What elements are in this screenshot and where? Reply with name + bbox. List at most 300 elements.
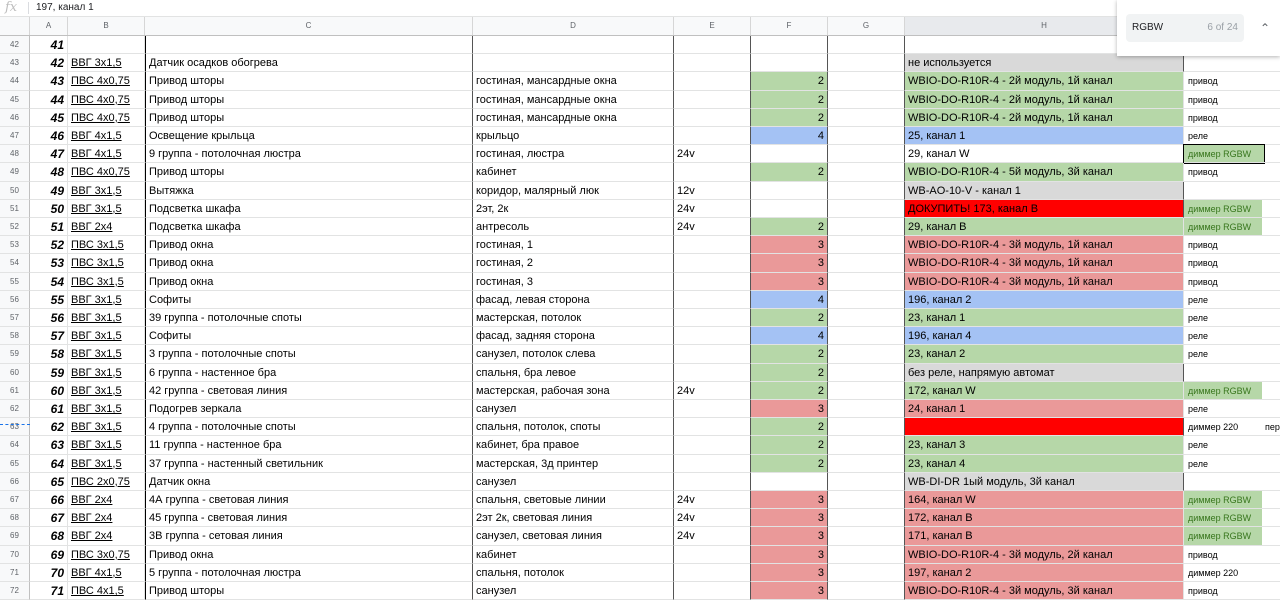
row-header[interactable]: 60	[0, 364, 30, 382]
cell-voltage[interactable]	[674, 473, 751, 491]
cell-group[interactable]	[751, 473, 828, 491]
cell-cable[interactable]: ВВГ 3х1,5	[68, 364, 145, 382]
cell-controller[interactable]: WBIO-DO-R10R-4 - 5й модуль, 3й канал	[905, 163, 1184, 181]
cell-cable[interactable]: ПВС 4х0,75	[68, 109, 145, 127]
row-header[interactable]: 49	[0, 163, 30, 181]
cell-voltage[interactable]	[674, 364, 751, 382]
cell-extra[interactable]	[1262, 273, 1280, 291]
cell-location[interactable]: гостиная, 3	[473, 273, 674, 291]
cell-group[interactable]: 2	[751, 418, 828, 436]
cell-number[interactable]: 53	[30, 254, 68, 272]
row-header[interactable]: 43	[0, 54, 30, 72]
find-previous-button[interactable]	[1255, 18, 1275, 38]
cell-description[interactable]: Освещение крыльца	[145, 127, 473, 145]
cell-voltage[interactable]	[674, 564, 751, 582]
cell-description[interactable]: Привод окна	[145, 546, 473, 564]
cell-cable[interactable]: ВВГ 3х1,5	[68, 436, 145, 454]
cell-extra[interactable]	[1262, 582, 1280, 600]
cell-group[interactable]: 3	[751, 254, 828, 272]
cell-description[interactable]: Софиты	[145, 327, 473, 345]
cell-extra[interactable]	[1262, 509, 1280, 527]
cell-cable[interactable]: ВВГ 2х4	[68, 218, 145, 236]
cell-group[interactable]: 2	[751, 364, 828, 382]
cell-number[interactable]: 71	[30, 582, 68, 600]
cell-type[interactable]	[1184, 163, 1262, 181]
cell-controller[interactable]: 25, канал 1	[905, 127, 1184, 145]
cell-number[interactable]: 67	[30, 509, 68, 527]
cell-g[interactable]	[828, 72, 905, 90]
cell-number[interactable]: 69	[30, 546, 68, 564]
cell-location[interactable]: санузел	[473, 400, 674, 418]
cell-extra[interactable]	[1262, 163, 1280, 181]
cell-voltage[interactable]	[674, 418, 751, 436]
cell-g[interactable]	[828, 400, 905, 418]
cell-group[interactable]: 2	[751, 218, 828, 236]
cell-controller[interactable]: 24, канал 1	[905, 400, 1184, 418]
row-header[interactable]: 42	[0, 36, 30, 54]
cell-extra[interactable]	[1262, 564, 1280, 582]
cell-location[interactable]: кабинет	[473, 163, 674, 181]
cell-type[interactable]	[1184, 72, 1262, 90]
cell-group[interactable]: 2	[751, 382, 828, 400]
cell-extra[interactable]	[1262, 309, 1280, 327]
cell-group[interactable]	[751, 182, 828, 200]
cell-number[interactable]: 52	[30, 236, 68, 254]
cell-voltage[interactable]	[674, 109, 751, 127]
cell-cable[interactable]: ВВГ 3х1,5	[68, 182, 145, 200]
cell-controller[interactable]: 196, канал 2	[905, 291, 1184, 309]
column-header-e[interactable]: E	[674, 17, 751, 35]
cell-extra[interactable]	[1262, 382, 1280, 400]
cell-location[interactable]: спальня, потолок	[473, 564, 674, 582]
cell-g[interactable]	[828, 109, 905, 127]
cell-g[interactable]	[828, 473, 905, 491]
cell-location[interactable]: санузел	[473, 582, 674, 600]
cell-group[interactable]: 2	[751, 455, 828, 473]
cell-cable[interactable]: ПВС 4х0,75	[68, 91, 145, 109]
cell-number[interactable]: 55	[30, 291, 68, 309]
cell-cable[interactable]: ВВГ 3х1,5	[68, 418, 145, 436]
cell-location[interactable]: коридор, малярный люк	[473, 182, 674, 200]
cell-voltage[interactable]	[674, 254, 751, 272]
cell-number[interactable]: 61	[30, 400, 68, 418]
cell-description[interactable]: Вытяжка	[145, 182, 473, 200]
cell-type[interactable]	[1184, 345, 1262, 363]
cell-voltage[interactable]	[674, 36, 751, 54]
cell-controller[interactable]: ДОКУПИТЬ! 173, канал B	[905, 200, 1184, 218]
cell-number[interactable]: 51	[30, 218, 68, 236]
cell-voltage[interactable]	[674, 72, 751, 90]
cell-extra[interactable]	[1262, 109, 1280, 127]
cell-description[interactable]: Привод окна	[145, 273, 473, 291]
cell-description[interactable]	[145, 36, 473, 54]
row-header[interactable]: 61	[0, 382, 30, 400]
cell-location[interactable]: гостиная, мансардные окна	[473, 109, 674, 127]
cell-description[interactable]: 9 группа - потолочная люстра	[145, 145, 473, 163]
cell-location[interactable]	[473, 36, 674, 54]
cell-type[interactable]	[1184, 436, 1262, 454]
cell-cable[interactable]: ВВГ 3х1,5	[68, 54, 145, 72]
cell-location[interactable]: фасад, задняя сторона	[473, 327, 674, 345]
cell-location[interactable]: гостиная, мансардные окна	[473, 72, 674, 90]
cell-location[interactable]: крыльцо	[473, 127, 674, 145]
cell-group[interactable]	[751, 36, 828, 54]
cell-cable[interactable]: ВВГ 2х4	[68, 491, 145, 509]
cell-description[interactable]: Привод окна	[145, 236, 473, 254]
cell-extra[interactable]	[1262, 455, 1280, 473]
cell-description[interactable]: Привод шторы	[145, 163, 473, 181]
cell-location[interactable]: гостиная, 1	[473, 236, 674, 254]
cell-location[interactable]: спальня, бра левое	[473, 364, 674, 382]
cell-cable[interactable]: ВВГ 3х1,5	[68, 200, 145, 218]
cell-controller[interactable]: WBIO-DO-R10R-4 - 3й модуль, 1й канал	[905, 273, 1184, 291]
cell-group[interactable]: 4	[751, 291, 828, 309]
cell-g[interactable]	[828, 527, 905, 545]
cell-g[interactable]	[828, 145, 905, 163]
cell-g[interactable]	[828, 327, 905, 345]
cell-type[interactable]	[1184, 200, 1262, 218]
cell-voltage[interactable]	[674, 236, 751, 254]
cell-g[interactable]	[828, 455, 905, 473]
row-header[interactable]: 51	[0, 200, 30, 218]
row-header[interactable]: 45	[0, 91, 30, 109]
cell-voltage[interactable]	[674, 91, 751, 109]
cell-location[interactable]: санузел, потолок слева	[473, 345, 674, 363]
cell-location[interactable]: спальня, световые линии	[473, 491, 674, 509]
cell-type[interactable]	[1184, 382, 1262, 400]
cell-controller[interactable]: 172, канал W	[905, 382, 1184, 400]
cell-cable[interactable]: ПВС 4х0,75	[68, 163, 145, 181]
cell-group[interactable]: 4	[751, 127, 828, 145]
cell-extra[interactable]	[1262, 200, 1280, 218]
cell-cable[interactable]: ПВС 4х0,75	[68, 72, 145, 90]
cell-location[interactable]: мастерская, потолок	[473, 309, 674, 327]
cell-description[interactable]: Подсветка шкафа	[145, 200, 473, 218]
row-header[interactable]: 71	[0, 564, 30, 582]
cell-cable[interactable]: ВВГ 4х1,5	[68, 127, 145, 145]
cell-g[interactable]	[828, 546, 905, 564]
column-header-a[interactable]: A	[30, 17, 68, 35]
cell-number[interactable]: 42	[30, 54, 68, 72]
cell-number[interactable]: 68	[30, 527, 68, 545]
cell-number[interactable]: 57	[30, 327, 68, 345]
cell-location[interactable]: гостиная, люстра	[473, 145, 674, 163]
cell-g[interactable]	[828, 382, 905, 400]
row-header[interactable]: 46	[0, 109, 30, 127]
cell-controller[interactable]: WBIO-DO-R10R-4 - 3й модуль, 3й канал	[905, 582, 1184, 600]
cell-extra[interactable]	[1262, 345, 1280, 363]
column-header-g[interactable]: G	[828, 17, 905, 35]
cell-g[interactable]	[828, 36, 905, 54]
cell-number[interactable]: 45	[30, 109, 68, 127]
cell-description[interactable]: Датчик окна	[145, 473, 473, 491]
cell-group[interactable]: 2	[751, 345, 828, 363]
cell-cable[interactable]: ВВГ 3х1,5	[68, 327, 145, 345]
cell-g[interactable]	[828, 54, 905, 72]
row-header[interactable]: 52	[0, 218, 30, 236]
cell-type[interactable]	[1184, 582, 1262, 600]
row-header[interactable]: 64	[0, 436, 30, 454]
cell-extra[interactable]	[1262, 145, 1280, 163]
cell-number[interactable]: 44	[30, 91, 68, 109]
cell-extra[interactable]	[1262, 400, 1280, 418]
cell-g[interactable]	[828, 582, 905, 600]
cell-type[interactable]	[1184, 455, 1262, 473]
row-header[interactable]: 62	[0, 400, 30, 418]
row-header[interactable]: 53	[0, 236, 30, 254]
cell-type[interactable]	[1184, 109, 1262, 127]
cell-voltage[interactable]: 24v	[674, 145, 751, 163]
cell-number[interactable]: 60	[30, 382, 68, 400]
row-header[interactable]: 57	[0, 309, 30, 327]
row-header[interactable]: 70	[0, 546, 30, 564]
cell-group[interactable]: 3	[751, 400, 828, 418]
cell-g[interactable]	[828, 309, 905, 327]
cell-number[interactable]: 62	[30, 418, 68, 436]
cell-number[interactable]: 54	[30, 273, 68, 291]
select-all-corner[interactable]	[0, 17, 30, 35]
row-header[interactable]: 59	[0, 345, 30, 363]
cell-number[interactable]: 47	[30, 145, 68, 163]
row-header[interactable]: 54	[0, 254, 30, 272]
row-header[interactable]: 56	[0, 291, 30, 309]
cell-voltage[interactable]: 24v	[674, 382, 751, 400]
cell-description[interactable]: Софиты	[145, 291, 473, 309]
cell-voltage[interactable]	[674, 127, 751, 145]
cell-type[interactable]	[1184, 218, 1262, 236]
cell-g[interactable]	[828, 236, 905, 254]
cell-number[interactable]: 46	[30, 127, 68, 145]
column-header-h[interactable]: H	[905, 17, 1184, 35]
cell-group[interactable]: 2	[751, 309, 828, 327]
cell-controller[interactable]: WBIO-DO-R10R-4 - 2й модуль, 1й канал	[905, 109, 1184, 127]
cell-voltage[interactable]	[674, 291, 751, 309]
cell-controller[interactable]: WBIO-DO-R10R-4 - 2й модуль, 1й канал	[905, 91, 1184, 109]
cell-voltage[interactable]	[674, 546, 751, 564]
cell-cable[interactable]: ВВГ 3х1,5	[68, 455, 145, 473]
cell-cable[interactable]: ВВГ 4х1,5	[68, 145, 145, 163]
cell-g[interactable]	[828, 163, 905, 181]
cell-number[interactable]: 50	[30, 200, 68, 218]
cell-description[interactable]: 37 группа - настенный светильник	[145, 455, 473, 473]
column-header-f[interactable]: F	[751, 17, 828, 35]
cell-controller[interactable]: 172, канал B	[905, 509, 1184, 527]
cell-group[interactable]: 3	[751, 236, 828, 254]
row-header[interactable]: 47	[0, 127, 30, 145]
cell-g[interactable]	[828, 91, 905, 109]
cell-g[interactable]	[828, 509, 905, 527]
column-header-b[interactable]: B	[68, 17, 145, 35]
cell-controller[interactable]: 197, канал 2	[905, 564, 1184, 582]
cell-controller[interactable]: 23, канал 1	[905, 309, 1184, 327]
row-header[interactable]: 72	[0, 582, 30, 600]
row-header[interactable]: 66	[0, 473, 30, 491]
cell-description[interactable]: Подсветка шкафа	[145, 218, 473, 236]
cell-g[interactable]	[828, 418, 905, 436]
cell-group[interactable]	[751, 145, 828, 163]
cell-location[interactable]: санузел	[473, 473, 674, 491]
find-input[interactable]	[1126, 14, 1244, 42]
cell-voltage[interactable]	[674, 455, 751, 473]
cell-group[interactable]: 2	[751, 72, 828, 90]
row-header[interactable]: 65	[0, 455, 30, 473]
cell-cable[interactable]	[68, 36, 145, 54]
cell-type[interactable]	[1184, 491, 1262, 509]
cell-type[interactable]	[1184, 418, 1262, 436]
cell-extra[interactable]	[1262, 436, 1280, 454]
cell-voltage[interactable]: 24v	[674, 527, 751, 545]
cell-controller[interactable]: 23, канал 3	[905, 436, 1184, 454]
cell-controller[interactable]	[905, 418, 1184, 436]
cell-extra[interactable]	[1262, 72, 1280, 90]
cell-cable[interactable]: ВВГ 3х1,5	[68, 382, 145, 400]
cell-number[interactable]: 58	[30, 345, 68, 363]
cell-cable[interactable]: ВВГ 3х1,5	[68, 345, 145, 363]
cell-group[interactable]: 3	[751, 546, 828, 564]
cell-cable[interactable]: ВВГ 2х4	[68, 509, 145, 527]
cell-extra[interactable]	[1262, 254, 1280, 272]
cell-group[interactable]: 2	[751, 163, 828, 181]
cell-cable[interactable]: ВВГ 3х1,5	[68, 291, 145, 309]
spreadsheet-grid[interactable]	[30, 36, 1280, 601]
cell-number[interactable]: 41	[30, 36, 68, 54]
cell-description[interactable]: Привод окна	[145, 254, 473, 272]
row-header[interactable]: 68	[0, 509, 30, 527]
cell-group[interactable]: 3	[751, 582, 828, 600]
cell-controller[interactable]: WBIO-DO-R10R-4 - 3й модуль, 1й канал	[905, 254, 1184, 272]
cell-controller[interactable]: без реле, напрямую автомат	[905, 364, 1184, 382]
cell-group[interactable]: 4	[751, 327, 828, 345]
cell-g[interactable]	[828, 200, 905, 218]
cell-voltage[interactable]	[674, 400, 751, 418]
cell-controller[interactable]: WB-DI-DR 1ый модуль, 3й канал	[905, 473, 1184, 491]
cell-extra[interactable]	[1262, 218, 1280, 236]
cell-type[interactable]	[1184, 236, 1262, 254]
cell-number[interactable]: 63	[30, 436, 68, 454]
cell-description[interactable]: Привод шторы	[145, 91, 473, 109]
cell-group[interactable]	[751, 200, 828, 218]
row-header[interactable]: 50	[0, 182, 30, 200]
cell-g[interactable]	[828, 291, 905, 309]
cell-description[interactable]: 4 группа - потолочные споты	[145, 418, 473, 436]
formula-input[interactable]: 197, канал 1	[36, 2, 94, 13]
row-header[interactable]: 44	[0, 72, 30, 90]
cell-description[interactable]: 4А группа - световая линия	[145, 491, 473, 509]
cell-group[interactable]	[751, 54, 828, 72]
cell-group[interactable]: 2	[751, 436, 828, 454]
cell-group[interactable]: 3	[751, 509, 828, 527]
cell-voltage[interactable]	[674, 436, 751, 454]
cell-voltage[interactable]	[674, 327, 751, 345]
cell-cable[interactable]: ПВС 3х1,5	[68, 236, 145, 254]
cell-g[interactable]	[828, 491, 905, 509]
cell-extra[interactable]	[1262, 54, 1280, 72]
cell-type[interactable]	[1184, 127, 1262, 145]
cell-g[interactable]	[828, 436, 905, 454]
cell-controller[interactable]: 23, канал 2	[905, 345, 1184, 363]
cell-number[interactable]: 43	[30, 72, 68, 90]
cell-voltage[interactable]: 12v	[674, 182, 751, 200]
column-header-d[interactable]: D	[473, 17, 674, 35]
cell-type[interactable]	[1184, 509, 1262, 527]
cell-type[interactable]	[1184, 546, 1262, 564]
cell-location[interactable]: гостиная, мансардные окна	[473, 91, 674, 109]
cell-extra[interactable]	[1262, 91, 1280, 109]
cell-location[interactable]: спальня, потолок, споты	[473, 418, 674, 436]
cell-description[interactable]: Привод шторы	[145, 582, 473, 600]
cell-g[interactable]	[828, 182, 905, 200]
cell-voltage[interactable]	[674, 273, 751, 291]
cell-extra[interactable]	[1262, 182, 1280, 200]
cell-voltage[interactable]: 24v	[674, 218, 751, 236]
cell-number[interactable]: 59	[30, 364, 68, 382]
cell-controller[interactable]: WBIO-DO-R10R-4 - 3й модуль, 1й канал	[905, 236, 1184, 254]
cell-description[interactable]: 42 группа - световая линия	[145, 382, 473, 400]
cell-group[interactable]: 2	[751, 91, 828, 109]
cell-g[interactable]	[828, 218, 905, 236]
cell-type[interactable]	[1184, 400, 1262, 418]
cell-extra[interactable]	[1262, 291, 1280, 309]
cell-type[interactable]	[1184, 273, 1262, 291]
cell-type[interactable]	[1184, 54, 1262, 72]
cell-controller[interactable]: 196, канал 4	[905, 327, 1184, 345]
cell-description[interactable]: 45 группа - световая линия	[145, 509, 473, 527]
cell-controller[interactable]: 29, канал W	[905, 145, 1184, 163]
column-header-c[interactable]: C	[145, 17, 473, 35]
cell-description[interactable]: 6 группа - настенное бра	[145, 364, 473, 382]
cell-extra[interactable]: пер	[1262, 418, 1280, 436]
cell-cable[interactable]: ПВС 3х1,5	[68, 254, 145, 272]
cell-type[interactable]	[1184, 182, 1262, 200]
cell-location[interactable]: мастерская, рабочая зона	[473, 382, 674, 400]
cell-cable[interactable]: ВВГ 4х1,5	[68, 564, 145, 582]
cell-type[interactable]	[1184, 527, 1262, 545]
cell-type[interactable]	[1184, 145, 1264, 163]
cell-cable[interactable]: ВВГ 3х1,5	[68, 309, 145, 327]
cell-g[interactable]	[828, 127, 905, 145]
cell-group[interactable]: 2	[751, 109, 828, 127]
cell-type[interactable]	[1184, 254, 1262, 272]
cell-voltage[interactable]	[674, 345, 751, 363]
cell-controller[interactable]: не используется	[905, 54, 1184, 72]
cell-cable[interactable]: ПВС 4х1,5	[68, 582, 145, 600]
cell-cable[interactable]: ВВГ 3х1,5	[68, 400, 145, 418]
cell-location[interactable]: кабинет	[473, 546, 674, 564]
cell-description[interactable]: 11 группа - настенное бра	[145, 436, 473, 454]
cell-description[interactable]: 3В группа - сетовая линия	[145, 527, 473, 545]
cell-location[interactable]	[473, 54, 674, 72]
cell-number[interactable]: 64	[30, 455, 68, 473]
cell-controller[interactable]: 29, канал B	[905, 218, 1184, 236]
cell-location[interactable]: 2эт, 2к	[473, 200, 674, 218]
cell-type[interactable]	[1184, 309, 1262, 327]
cell-g[interactable]	[828, 564, 905, 582]
cell-number[interactable]: 65	[30, 473, 68, 491]
cell-group[interactable]: 3	[751, 527, 828, 545]
cell-extra[interactable]	[1262, 546, 1280, 564]
cell-g[interactable]	[828, 273, 905, 291]
row-header[interactable]: 69	[0, 527, 30, 545]
row-header[interactable]: 67	[0, 491, 30, 509]
cell-cable[interactable]: ПВС 3х0,75	[68, 546, 145, 564]
cell-g[interactable]	[828, 345, 905, 363]
cell-description[interactable]: Подогрев зеркала	[145, 400, 473, 418]
cell-cable[interactable]: ВВГ 2х4	[68, 527, 145, 545]
cell-voltage[interactable]	[674, 163, 751, 181]
cell-location[interactable]: мастерская, 3д принтер	[473, 455, 674, 473]
cell-number[interactable]: 56	[30, 309, 68, 327]
cell-extra[interactable]	[1262, 327, 1280, 345]
